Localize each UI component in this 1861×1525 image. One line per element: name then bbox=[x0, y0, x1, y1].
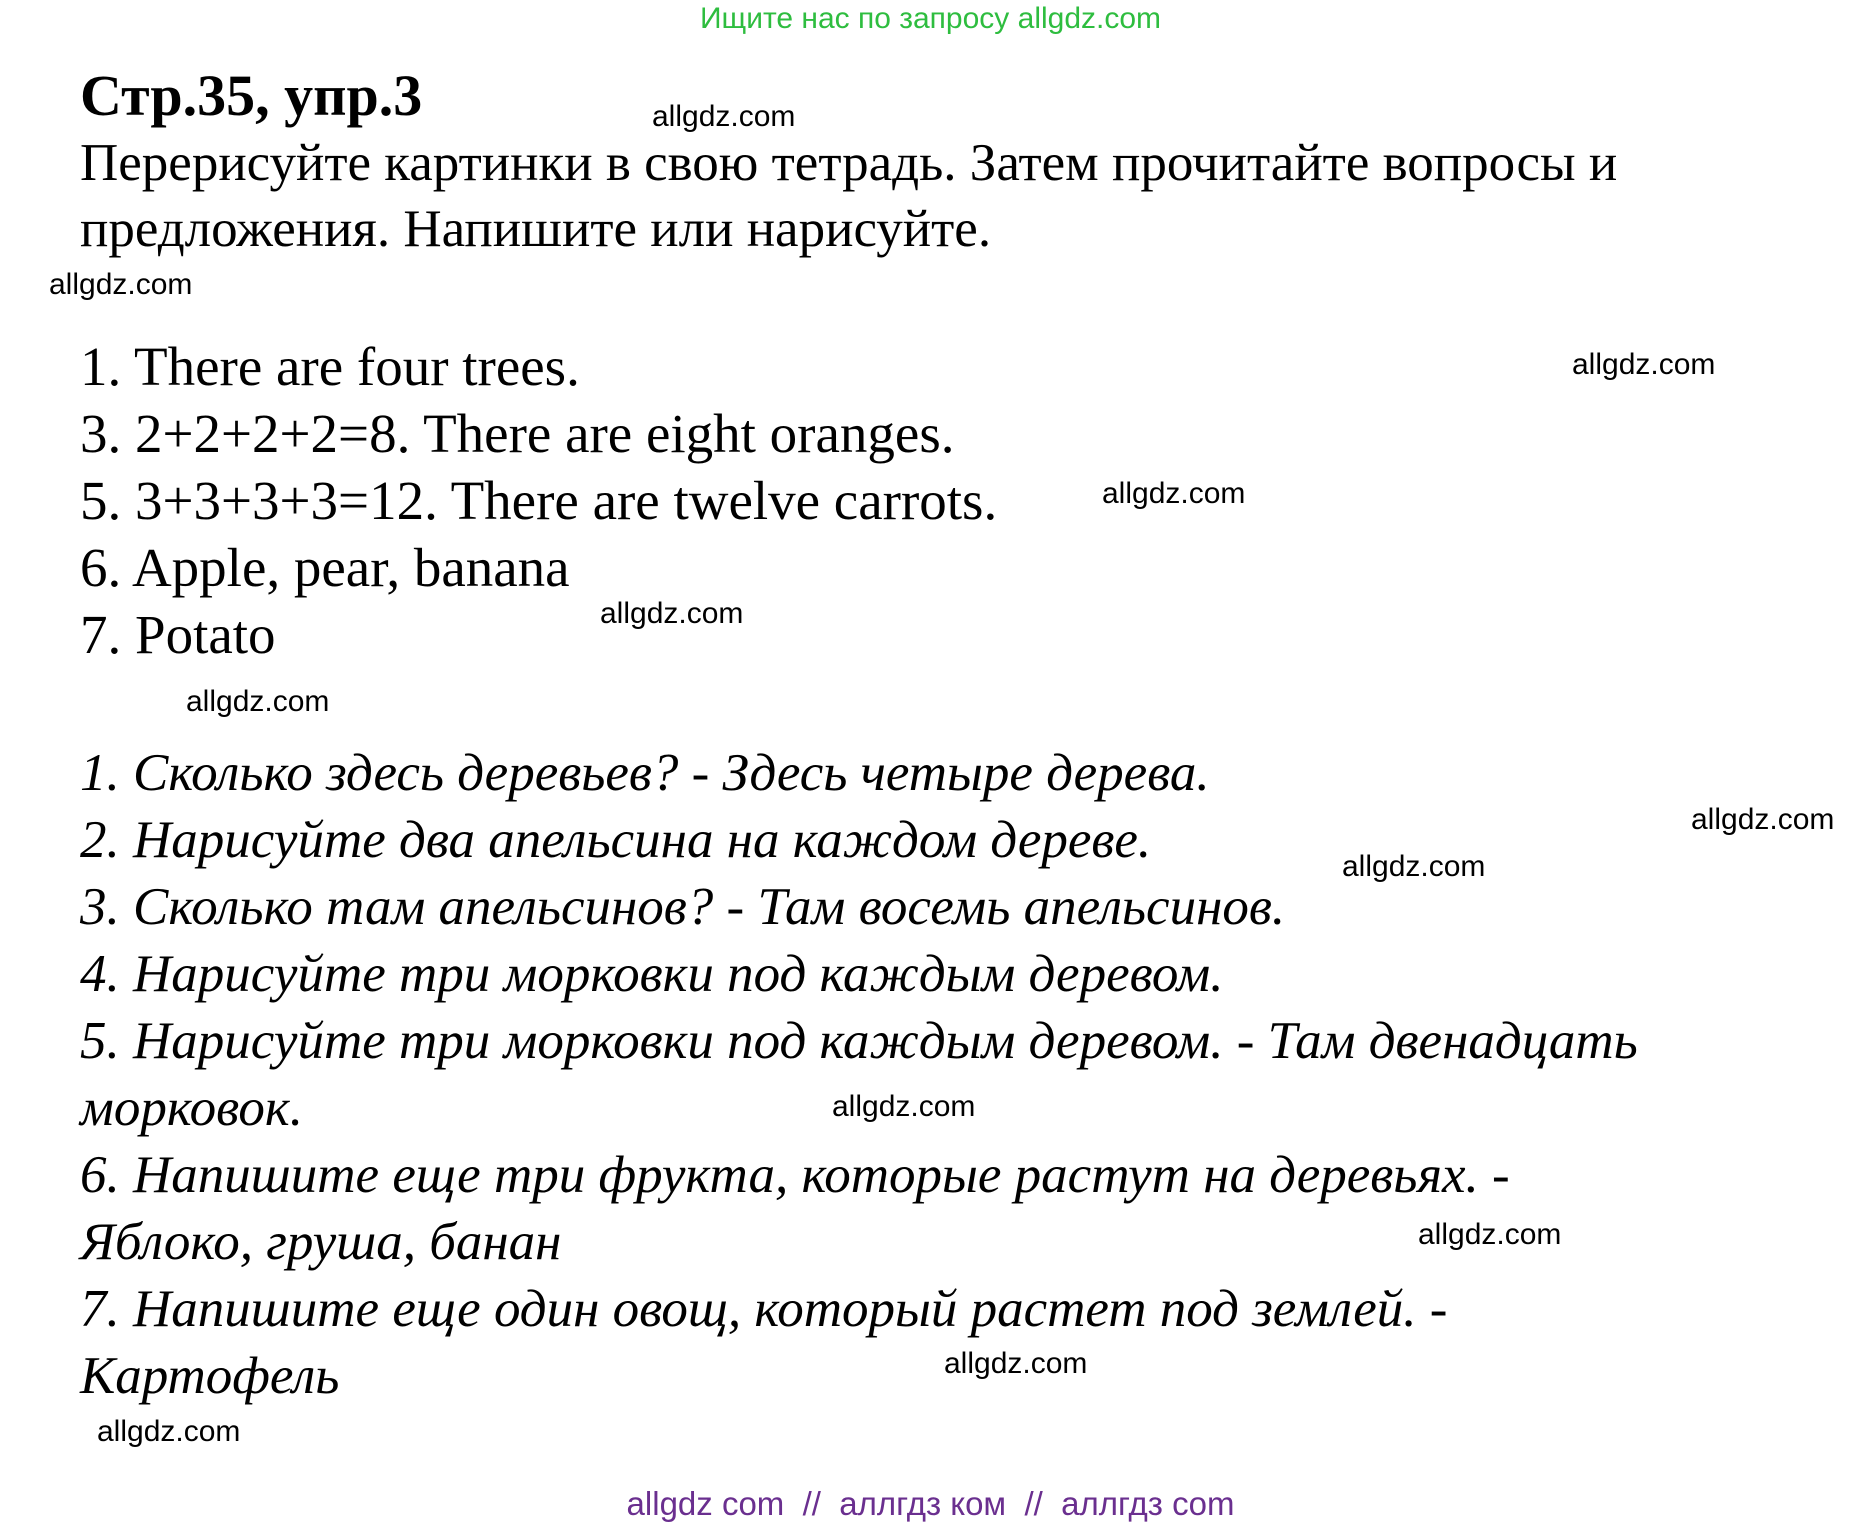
watermark: allgdz.com bbox=[49, 268, 193, 301]
translation-line: 7. Напишите еще один овощ, который растет под землей. - bbox=[80, 1280, 1448, 1338]
translation-line: 3. Сколько там апельсинов? - Там восемь апельсинов. bbox=[80, 878, 1286, 936]
translation-line: Яблоко, груша, банан bbox=[80, 1213, 562, 1271]
site-search-hint[interactable]: Ищите нас по запросу allgdz.com bbox=[699, 2, 1162, 35]
watermark: allgdz.com bbox=[652, 100, 796, 133]
task-instruction-line-2: предложения. Напишите или нарисуйте. bbox=[80, 200, 992, 258]
watermark: allgdz.com bbox=[1102, 477, 1246, 510]
watermark: allgdz.com bbox=[600, 597, 744, 630]
watermark: allgdz.com bbox=[1418, 1218, 1562, 1251]
watermark: allgdz.com bbox=[944, 1347, 1088, 1380]
watermark: allgdz.com bbox=[832, 1090, 976, 1123]
translation-line: 5. Нарисуйте три морковки под каждым деревом. - Там двенадцать bbox=[80, 1012, 1638, 1070]
watermark: allgdz.com bbox=[1342, 850, 1486, 883]
translation-line: морковок. bbox=[80, 1079, 303, 1137]
translation-line: 2. Нарисуйте два апельсина на каждом дереве. bbox=[80, 811, 1152, 869]
watermark: allgdz.com bbox=[97, 1415, 241, 1448]
translation-line: 4. Нарисуйте три морковки под каждым деревом. bbox=[80, 945, 1224, 1003]
answer-line-7: 7. Potato bbox=[80, 604, 276, 665]
answer-line-3: 3. 2+2+2+2=8. There are eight oranges. bbox=[80, 403, 955, 464]
translation-line: 6. Напишите еще три фрукта, которые растут на деревьях. - bbox=[80, 1146, 1510, 1204]
task-instruction-line-1: Перерисуйте картинки в свою тетрадь. Затем прочитайте вопросы и bbox=[80, 134, 1618, 192]
answer-line-5: 5. 3+3+3+3=12. There are twelve carrots. bbox=[80, 470, 998, 531]
watermark: allgdz.com bbox=[186, 685, 330, 718]
watermark: allgdz.com bbox=[1572, 348, 1716, 381]
footer-site-names[interactable]: allgdz com // аллгдз ком // аллгдз com bbox=[626, 1485, 1235, 1522]
translation-line: 1. Сколько здесь деревьев? - Здесь четыре дерева. bbox=[80, 744, 1210, 802]
answer-line-1: 1. There are four trees. bbox=[80, 336, 580, 397]
exercise-title: Стр.35, упр.3 bbox=[80, 63, 423, 128]
translation-line: Картофель bbox=[80, 1347, 340, 1405]
answer-line-6: 6. Apple, pear, banana bbox=[80, 537, 570, 598]
watermark: allgdz.com bbox=[1691, 803, 1835, 836]
